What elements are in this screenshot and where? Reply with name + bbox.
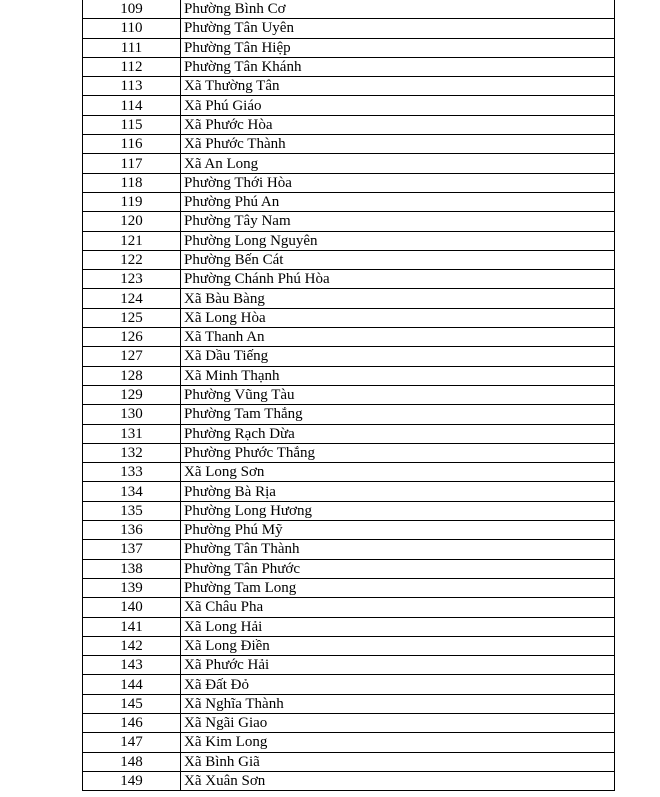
unit-name-cell: Phường Bình Cơ — [181, 0, 615, 19]
unit-name-cell: Phường Bến Cát — [181, 250, 615, 269]
unit-name-cell: Phường Phú An — [181, 192, 615, 211]
row-number-cell: 110 — [83, 19, 181, 38]
row-number-cell: 144 — [83, 675, 181, 694]
table-row — [83, 347, 615, 366]
row-number-cell: 142 — [83, 636, 181, 655]
table-row — [83, 405, 615, 424]
row-number-cell: 145 — [83, 694, 181, 713]
table-row — [83, 771, 615, 790]
unit-name-cell: Xã Phú Giáo — [181, 96, 615, 115]
table-row — [83, 578, 615, 597]
table-row — [83, 463, 615, 482]
row-number-cell: 147 — [83, 733, 181, 752]
unit-name-cell: Xã Thường Tân — [181, 77, 615, 96]
table-row — [83, 250, 615, 269]
table-row — [83, 424, 615, 443]
table-row — [83, 694, 615, 713]
unit-name-cell: Phường Bà Rịa — [181, 482, 615, 501]
table-row — [83, 96, 615, 115]
row-number-cell: 149 — [83, 771, 181, 790]
unit-name-cell: Xã Phước Thành — [181, 135, 615, 154]
table-row — [83, 482, 615, 501]
table-row — [83, 540, 615, 559]
table-row — [83, 733, 615, 752]
table-row — [83, 675, 615, 694]
row-number-cell: 127 — [83, 347, 181, 366]
administrative-units-table — [82, 0, 615, 791]
unit-name-cell: Phường Rạch Dừa — [181, 424, 615, 443]
unit-name-cell: Xã Phước Hòa — [181, 115, 615, 134]
unit-name-cell: Xã Bàu Bàng — [181, 289, 615, 308]
row-number-cell: 132 — [83, 443, 181, 462]
table-row — [83, 713, 615, 732]
unit-name-cell: Xã Dầu Tiếng — [181, 347, 615, 366]
unit-name-cell: Xã Long Hòa — [181, 308, 615, 327]
unit-name-cell: Xã An Long — [181, 154, 615, 173]
table-row — [83, 501, 615, 520]
table-row — [83, 598, 615, 617]
unit-name-cell: Xã Châu Pha — [181, 598, 615, 617]
table-row — [83, 752, 615, 771]
row-number-cell: 114 — [83, 96, 181, 115]
table-row — [83, 328, 615, 347]
unit-name-cell: Xã Ngãi Giao — [181, 713, 615, 732]
row-number-cell: 134 — [83, 482, 181, 501]
unit-name-cell: Phường Long Hương — [181, 501, 615, 520]
unit-name-cell: Phường Long Nguyên — [181, 231, 615, 250]
row-number-cell: 143 — [83, 656, 181, 675]
table-row — [83, 38, 615, 57]
table-row — [83, 559, 615, 578]
unit-name-cell: Xã Kim Long — [181, 733, 615, 752]
unit-name-cell: Xã Bình Giã — [181, 752, 615, 771]
unit-name-cell: Xã Đất Đỏ — [181, 675, 615, 694]
unit-name-cell: Phường Tân Khánh — [181, 57, 615, 76]
row-number-cell: 124 — [83, 289, 181, 308]
row-number-cell: 129 — [83, 385, 181, 404]
row-number-cell: 117 — [83, 154, 181, 173]
table-row — [83, 366, 615, 385]
row-number-cell: 122 — [83, 250, 181, 269]
row-number-cell: 116 — [83, 135, 181, 154]
unit-name-cell: Phường Tam Long — [181, 578, 615, 597]
table-row — [83, 521, 615, 540]
unit-name-cell: Xã Phước Hải — [181, 656, 615, 675]
table-row — [83, 135, 615, 154]
unit-name-cell: Phường Tân Thành — [181, 540, 615, 559]
table-row — [83, 57, 615, 76]
row-number-cell: 137 — [83, 540, 181, 559]
row-number-cell: 128 — [83, 366, 181, 385]
row-number-cell: 115 — [83, 115, 181, 134]
unit-name-cell: Phường Phước Thắng — [181, 443, 615, 462]
row-number-cell: 119 — [83, 192, 181, 211]
unit-name-cell: Phường Tây Nam — [181, 212, 615, 231]
table-row — [83, 231, 615, 250]
unit-name-cell: Phường Chánh Phú Hòa — [181, 270, 615, 289]
row-number-cell: 138 — [83, 559, 181, 578]
table-row — [83, 115, 615, 134]
row-number-cell: 121 — [83, 231, 181, 250]
table-body — [83, 0, 615, 791]
unit-name-cell: Xã Long Điền — [181, 636, 615, 655]
unit-name-cell: Phường Tam Thắng — [181, 405, 615, 424]
unit-name-cell: Xã Minh Thạnh — [181, 366, 615, 385]
table-row — [83, 636, 615, 655]
unit-name-cell: Xã Long Sơn — [181, 463, 615, 482]
table-row — [83, 656, 615, 675]
unit-name-cell: Phường Vũng Tàu — [181, 385, 615, 404]
row-number-cell: 141 — [83, 617, 181, 636]
row-number-cell: 125 — [83, 308, 181, 327]
row-number-cell: 120 — [83, 212, 181, 231]
table-row — [83, 308, 615, 327]
table-row — [83, 289, 615, 308]
row-number-cell: 123 — [83, 270, 181, 289]
table-row — [83, 385, 615, 404]
row-number-cell: 130 — [83, 405, 181, 424]
row-number-cell: 109 — [83, 0, 181, 19]
unit-name-cell: Xã Nghĩa Thành — [181, 694, 615, 713]
table-row — [83, 617, 615, 636]
row-number-cell: 136 — [83, 521, 181, 540]
unit-name-cell: Xã Xuân Sơn — [181, 771, 615, 790]
table-row — [83, 192, 615, 211]
row-number-cell: 131 — [83, 424, 181, 443]
table-row — [83, 443, 615, 462]
row-number-cell: 148 — [83, 752, 181, 771]
unit-name-cell: Phường Phú Mỹ — [181, 521, 615, 540]
unit-name-cell: Xã Long Hải — [181, 617, 615, 636]
row-number-cell: 113 — [83, 77, 181, 96]
unit-name-cell: Phường Tân Hiệp — [181, 38, 615, 57]
table-row — [83, 77, 615, 96]
row-number-cell: 133 — [83, 463, 181, 482]
table-row — [83, 154, 615, 173]
table-row — [83, 173, 615, 192]
row-number-cell: 139 — [83, 578, 181, 597]
row-number-cell: 140 — [83, 598, 181, 617]
table-row — [83, 19, 615, 38]
row-number-cell: 135 — [83, 501, 181, 520]
row-number-cell: 118 — [83, 173, 181, 192]
unit-name-cell: Xã Thanh An — [181, 328, 615, 347]
row-number-cell: 112 — [83, 57, 181, 76]
unit-name-cell: Phường Tân Phước — [181, 559, 615, 578]
table-row — [83, 212, 615, 231]
row-number-cell: 146 — [83, 713, 181, 732]
row-number-cell: 126 — [83, 328, 181, 347]
unit-name-cell: Phường Thới Hòa — [181, 173, 615, 192]
table-row — [83, 0, 615, 19]
unit-name-cell: Phường Tân Uyên — [181, 19, 615, 38]
table-row — [83, 270, 615, 289]
row-number-cell: 111 — [83, 38, 181, 57]
